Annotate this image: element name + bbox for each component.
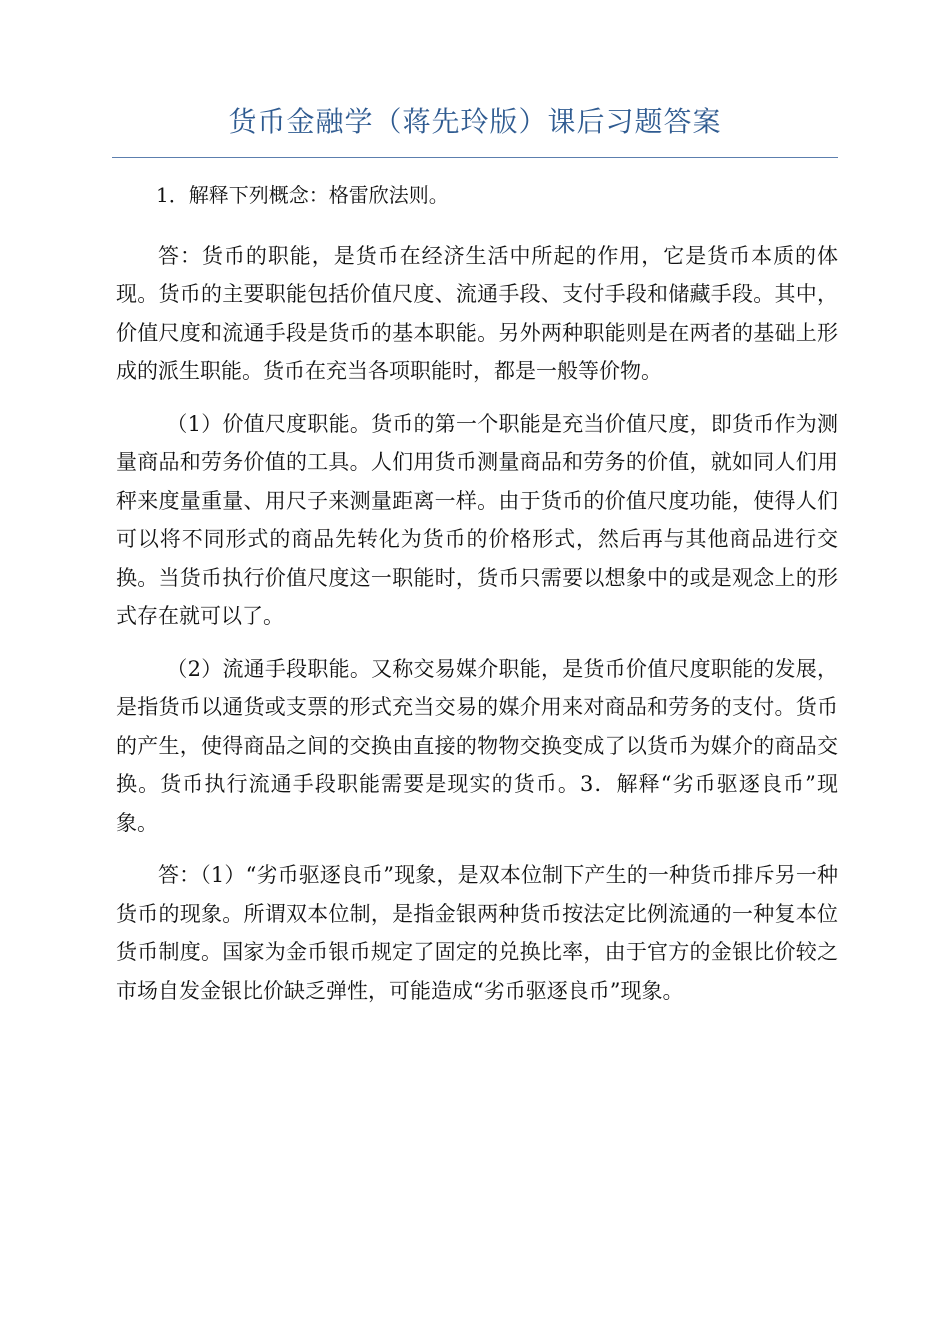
- document-title: 货币金融学（蒋先玲版）课后习题答案: [228, 105, 722, 138]
- paragraph-circulation-means: （2）流通手段职能。又称交易媒介职能，是货币价值尺度职能的发展，是指货币以通货或支票的形式充当交易的媒介用来对商品和劳务的支付。货币的产生，使得商品之间的交换由直接的物物交换变成了以货币为媒介的商品交换。货币执行流通手段职能需要是现实的货币。3．解释“劣币驱逐良币”现象。: [116, 656, 838, 835]
- paragraph-greshams-law: 答：（1）“劣币驱逐良币”现象，是双本位制下产生的一种货币排斥另一种货币的现象。所谓双本位制，是指金银两种货币按法定比例流通的一种复本位货币制度。国家为金币银币规定了固定的兑换比率，由于官方的金银比价较之市场自发金银比价缺乏弹性，可能造成“劣币驱逐良币”现象。: [116, 863, 838, 1003]
- title-divider: [112, 157, 838, 158]
- paragraph-answer-intro: 答：货币的职能，是货币在经济生活中所起的作用，它是货币本质的体现。货币的主要职能包括价值尺度、流通手段、支付手段和储藏手段。其中，价值尺度和流通手段是货币的基本职能。另外两种职能则是在两者的基础上形成的派生职能。货币在充当各项职能时，都是一般等价物。: [116, 243, 838, 383]
- paragraph-value-measure: （1）价值尺度职能。货币的第一个职能是充当价值尺度，即货币作为测量商品和劳务价值的工具。人们用货币测量商品和劳务的价值，就如同人们用秤来度量重量、用尺子来测量距离一样。由于货币的价值尺度功能，使得人们可以将不同形式的商品先转化为货币的价格形式，然后再与其他商品进行交换。当货币执行价值尺度这一职能时，货币只需要以想象中的或是观念上的形式存在就可以了。: [116, 411, 838, 628]
- document-body: [116, 176, 838, 1024]
- paragraph-question-1: 1．解释下列概念：格雷欣法则。: [156, 183, 449, 207]
